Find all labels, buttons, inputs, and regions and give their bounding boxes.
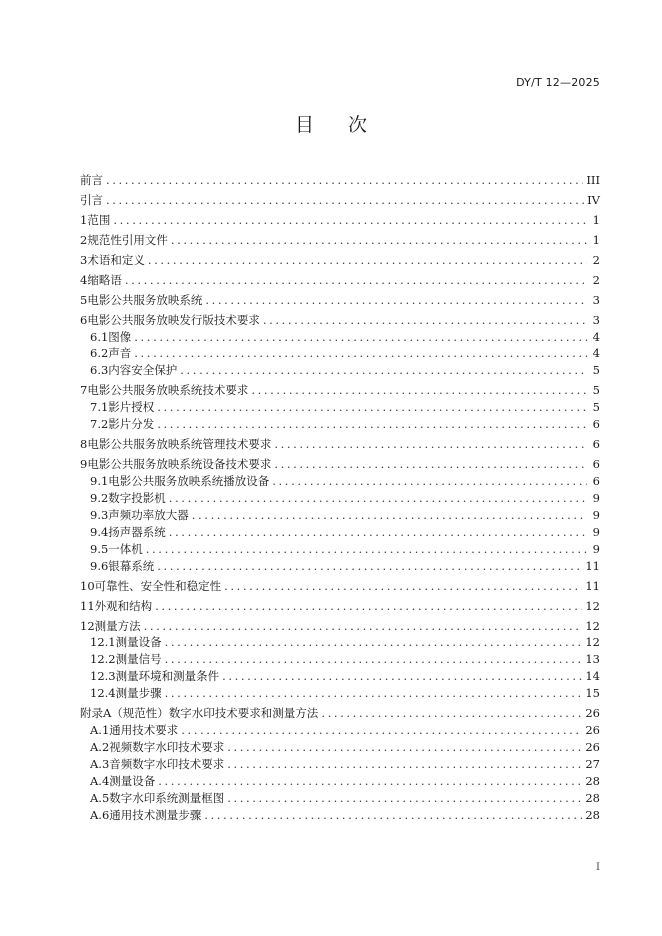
toc-leader-dots (157, 400, 587, 414)
toc-page: 15 (585, 686, 600, 701)
toc-entry[interactable] (80, 722, 600, 739)
toc-number: 6.2 (90, 346, 109, 361)
toc-leader-dots (205, 293, 587, 307)
toc-leader-dots (227, 757, 582, 771)
toc-entry[interactable] (80, 416, 600, 433)
toc-entry[interactable] (80, 685, 600, 702)
toc-leader-dots (158, 774, 582, 788)
toc-number: 9 (80, 457, 88, 472)
toc-leader-dots (272, 474, 587, 488)
toc-leader-dots (165, 686, 583, 700)
toc-page: 1 (592, 232, 600, 247)
toc-leader-dots (155, 599, 582, 613)
toc-label: 数字水印系统测量框图 (109, 790, 225, 805)
toc-leader-dots (227, 740, 582, 754)
toc-number: 9.2 (90, 490, 109, 505)
toc-page: 3 (592, 292, 600, 307)
toc-number: A.2 (90, 740, 110, 755)
toc-number: 6 (80, 312, 88, 327)
toc-number: 7.1 (90, 400, 109, 415)
toc-label: 电影公共服务放映系统技术要求 (87, 383, 249, 398)
toc-page: 26 (585, 740, 600, 755)
toc-page: 4 (592, 346, 600, 361)
toc-label: 测量步骤 (115, 686, 162, 701)
toc-page: III (586, 173, 600, 187)
toc-entry[interactable] (80, 192, 600, 209)
toc-label: 影片授权 (108, 400, 155, 415)
toc-label: 声音 (108, 346, 132, 361)
toc-label: 电影公共服务放映系统管理技术要求 (87, 437, 272, 452)
toc-label: 电影公共服务放映系统设备技术要求 (87, 457, 272, 472)
toc-page: 5 (592, 363, 600, 378)
toc-page: 26 (585, 723, 600, 738)
toc-page: 12 (585, 598, 600, 613)
toc-page: 6 (592, 417, 600, 432)
toc-entry[interactable] (80, 212, 600, 229)
toc-number: 9.3 (90, 507, 109, 522)
toc-label: 通用技术要求 (109, 723, 179, 738)
toc-title: 目次 (294, 114, 401, 136)
toc-number: 12.2 (90, 652, 116, 667)
toc-page: 14 (585, 669, 600, 684)
toc-leader-dots (165, 652, 583, 666)
toc-label: 可靠性、安全性和稳定性 (94, 578, 222, 593)
toc-leader-dots (148, 253, 587, 267)
toc-entry[interactable] (80, 634, 600, 651)
toc-label: 声频功率放大器 (108, 507, 189, 522)
toc-leader-dots (321, 706, 582, 720)
toc-label: 视频数字水印技术要求 (109, 740, 225, 755)
toc-page: 28 (585, 807, 600, 822)
toc-number: 9.4 (90, 524, 109, 539)
toc-entry[interactable] (80, 252, 600, 269)
toc-label: 测量方法 (94, 618, 141, 633)
toc-page: 27 (585, 757, 600, 771)
toc-label: 数字水印技术要求和测量方法 (168, 706, 319, 721)
toc-number: 11 (80, 598, 95, 613)
toc-leader-dots (224, 579, 582, 593)
toc-leader-dots (165, 635, 583, 649)
toc-leader-dots (106, 173, 583, 187)
document-code: DY/T 12—2025 (516, 76, 600, 89)
toc-entry[interactable] (80, 473, 600, 490)
toc-page: 9 (592, 490, 600, 505)
toc-label: 数字投影机 (108, 490, 166, 505)
toc-number: 12 (80, 618, 95, 633)
toc-page: 5 (592, 400, 600, 415)
toc-entry[interactable] (80, 790, 600, 807)
toc-entry[interactable] (80, 232, 600, 249)
toc-number: 9.6 (90, 558, 109, 573)
toc-number: 7.2 (90, 417, 109, 432)
toc-number: 2 (80, 232, 88, 247)
toc-page: IV (587, 192, 600, 207)
toc-page: 28 (585, 790, 600, 805)
toc-leader-dots (125, 273, 587, 287)
toc-entry[interactable] (80, 292, 600, 309)
page-number: I (596, 862, 600, 873)
toc-number: 10 (80, 578, 95, 593)
toc-number: 12.1 (90, 635, 116, 650)
toc-number: 12.4 (90, 686, 116, 701)
toc-label: 电影公共服务放映系统 (87, 292, 203, 307)
toc-leader-dots (171, 233, 587, 247)
toc-entry[interactable] (80, 651, 600, 668)
toc-leader-dots (222, 669, 582, 683)
toc-number: A.4 (90, 773, 110, 788)
toc-label: 扬声器系统 (108, 524, 166, 539)
toc-leader-dots (274, 437, 587, 451)
toc-entry[interactable] (80, 272, 600, 289)
toc-label: 外观和结构 (94, 598, 153, 613)
toc-label: 引言 (80, 192, 103, 207)
toc-number: 7 (80, 383, 88, 398)
toc-leader-dots (144, 619, 583, 633)
toc-entry[interactable] (80, 312, 600, 329)
toc-number: A.3 (90, 757, 110, 771)
toc-number: 1 (80, 212, 88, 227)
toc-label: 术语和定义 (87, 252, 145, 267)
toc-entry[interactable] (80, 507, 600, 524)
toc-leader-dots (181, 723, 582, 737)
toc-leader-dots (157, 417, 587, 431)
toc-page: 1 (592, 212, 600, 227)
toc-page: 3 (592, 312, 600, 327)
toc-label: 测量环境和测量条件 (115, 669, 220, 684)
toc-label: 一体机 (108, 541, 143, 556)
toc-leader-dots (227, 791, 582, 805)
toc-label: 银幕系统 (108, 558, 155, 573)
toc-number: 3 (80, 252, 88, 267)
toc-page: 13 (585, 652, 600, 667)
toc-entry[interactable] (80, 436, 600, 453)
toc-entry[interactable] (80, 329, 600, 346)
toc-entry[interactable] (80, 807, 600, 824)
toc-number: 5 (80, 292, 88, 307)
toc-page: 11 (585, 558, 600, 573)
toc-leader-dots (251, 383, 587, 397)
toc-entry[interactable] (80, 558, 600, 575)
toc-page: 9 (592, 541, 600, 556)
toc-leader-dots (157, 559, 582, 573)
toc-entry[interactable] (80, 578, 600, 595)
toc-label: 内容安全保护 (108, 363, 178, 378)
toc-entry[interactable] (80, 345, 600, 362)
toc-leader-dots (169, 491, 587, 505)
toc-entry[interactable] (80, 172, 600, 189)
toc-number: 9.1 (90, 474, 109, 488)
toc-page: 9 (592, 507, 600, 522)
toc-page: 4 (592, 329, 600, 344)
toc-page: 6 (592, 457, 600, 472)
toc-leader-dots (169, 525, 587, 539)
toc-entry[interactable] (80, 756, 600, 773)
toc-entry[interactable] (80, 541, 600, 558)
toc-label: 缩略语 (87, 272, 122, 287)
toc-number: 8 (80, 437, 88, 452)
toc-label: 电影公共服务放映系统播放设备 (108, 474, 270, 488)
toc-label: 影片分发 (108, 417, 155, 432)
toc-label: 测量设备 (109, 773, 156, 788)
toc-leader-dots (263, 313, 587, 327)
toc-number: 9.5 (90, 541, 109, 556)
toc-page: 26 (585, 706, 600, 721)
toc-page: 5 (592, 383, 600, 398)
toc-leader-dots (274, 457, 587, 471)
toc-entry[interactable] (80, 362, 600, 379)
toc-leader-dots (204, 808, 582, 822)
toc-page: 6 (592, 474, 600, 488)
toc-leader-dots (192, 508, 587, 522)
toc-label: 测量设备 (115, 635, 162, 650)
toc-page: 12 (585, 635, 600, 650)
toc-entry[interactable] (80, 668, 600, 685)
table-of-contents (80, 172, 600, 824)
toc-entry[interactable] (80, 399, 600, 416)
toc-entry[interactable] (80, 773, 600, 790)
toc-label: 电影公共服务放映发行版技术要求 (87, 312, 260, 327)
toc-leader-dots (146, 542, 587, 556)
toc-entry[interactable] (80, 739, 600, 756)
toc-entry[interactable] (80, 524, 600, 541)
toc-entry[interactable] (80, 598, 600, 615)
toc-page: 6 (592, 437, 600, 452)
toc-label: 规范性引用文件 (87, 232, 168, 247)
toc-entry[interactable] (80, 382, 600, 399)
toc-number: 12.3 (90, 669, 116, 684)
toc-label: 前言 (80, 173, 103, 187)
toc-entry[interactable] (80, 705, 600, 722)
toc-number: A.6 (90, 807, 110, 822)
toc-page: 11 (585, 578, 600, 593)
toc-number: 6.1 (90, 329, 109, 344)
toc-label: 测量信号 (115, 652, 162, 667)
toc-label: 图像 (108, 329, 132, 344)
toc-label: 音频数字水印技术要求 (109, 757, 225, 771)
toc-page: 9 (592, 524, 600, 539)
toc-page: 2 (592, 252, 600, 267)
toc-label: 通用技术测量步骤 (109, 807, 202, 822)
toc-page: 12 (585, 618, 600, 633)
toc-number: 6.3 (90, 363, 109, 378)
toc-page: 28 (585, 773, 600, 788)
toc-number: A.5 (90, 790, 110, 805)
toc-entry[interactable] (80, 490, 600, 507)
toc-leader-dots (134, 330, 587, 344)
toc-entry[interactable] (80, 456, 600, 473)
toc-label: 范围 (87, 212, 111, 227)
toc-number: A.1 (90, 723, 110, 738)
toc-leader-dots (134, 346, 587, 360)
toc-page: 2 (592, 272, 600, 287)
toc-leader-dots (113, 213, 587, 227)
toc-leader-dots (180, 363, 587, 377)
toc-entry[interactable] (80, 618, 600, 635)
toc-number: 4 (80, 272, 88, 287)
toc-number: 附录A（规范性） (80, 706, 169, 721)
toc-leader-dots (106, 193, 584, 207)
